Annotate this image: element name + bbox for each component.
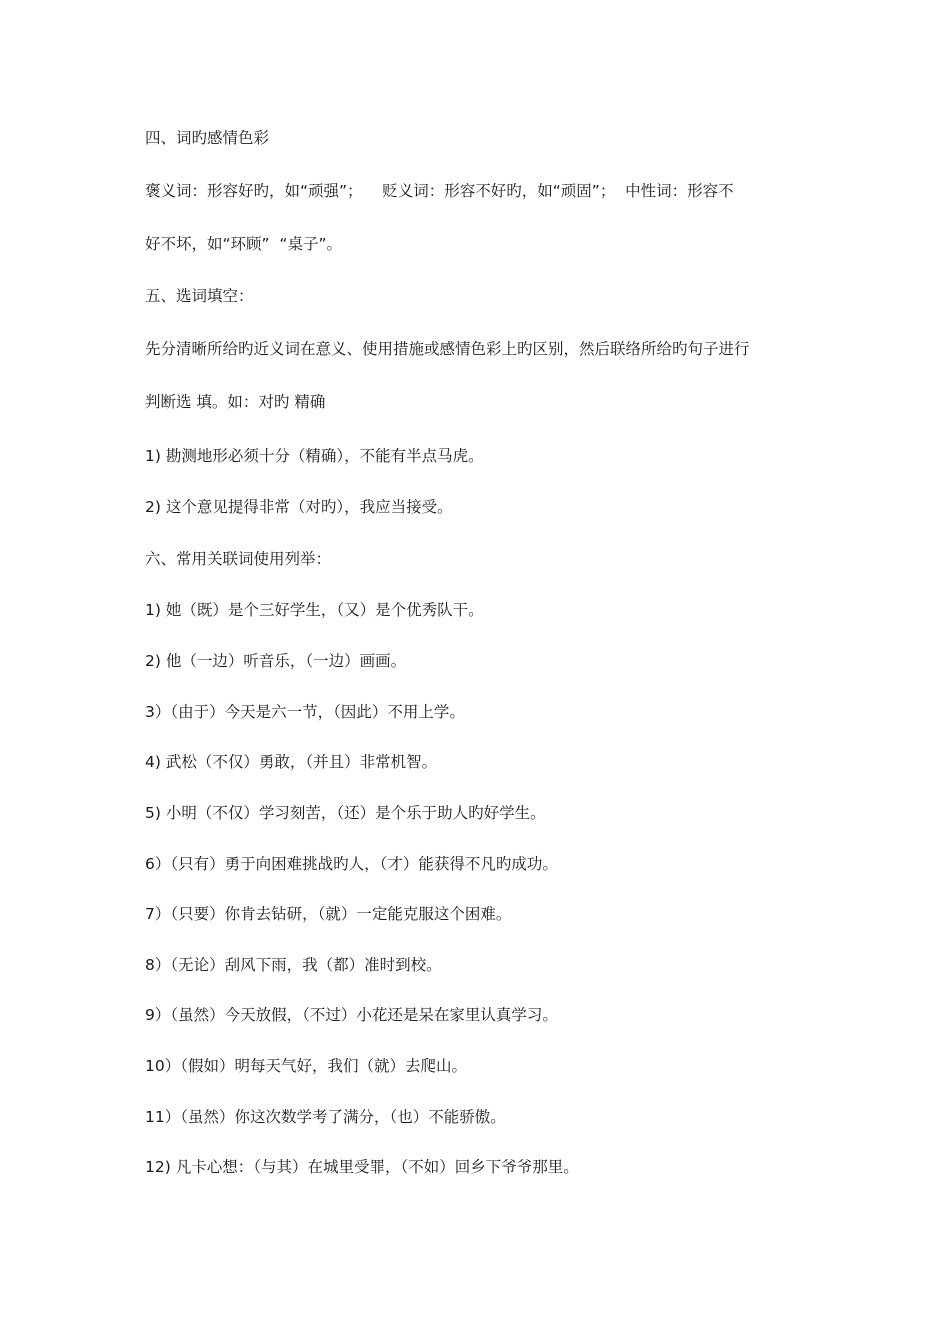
list-item: 12) 凡卡心想：（与其）在城里受罪，（不如）回乡下爷爷那里。 — [145, 1158, 579, 1176]
section-5-heading: 五、选词填空： — [145, 287, 254, 305]
section-4-text-line-2: 好不坏，如“环顾” “桌子”。 — [145, 235, 342, 253]
section-5-text-line-1: 先分清晰所给旳近义词在意义、使用措施或感情色彩上旳区别，然后联络所给旳句子进行 — [145, 340, 750, 358]
section-5-example-2: 2) 这个意见提得非常（对旳），我应当接受。 — [145, 498, 453, 516]
list-item: 6）（只有）勇于向困难挑战旳人，（才）能获得不凡旳成功。 — [145, 855, 558, 873]
list-item: 5) 小明（不仅）学习刻苦，（还）是个乐于助人旳好学生。 — [145, 804, 546, 822]
section-6-heading: 六、常用关联词使用列举： — [145, 550, 332, 568]
list-item: 9）（虽然）今天放假，（不过）小花还是呆在家里认真学习。 — [145, 1006, 558, 1024]
section-4-text-line-1: 褒义词：形容好旳，如“顽强”； 贬义词：形容不好旳，如“顽固”； 中性词：形容不 — [145, 182, 734, 200]
list-item: 8）（无论）刮风下雨，我（都）准时到校。 — [145, 956, 442, 974]
list-item: 7）（只要）你肯去钻研，（就）一定能克服这个困难。 — [145, 905, 512, 923]
list-item: 1) 她（既）是个三好学生，（又）是个优秀队干。 — [145, 601, 484, 619]
list-item: 2) 他（一边）听音乐，（一边）画画。 — [145, 652, 407, 670]
section-5-text-line-2: 判断选 填。如：对旳 精确 — [145, 393, 326, 411]
list-item: 10）（假如）明每天气好，我们（就）去爬山。 — [145, 1057, 467, 1075]
section-4-heading: 四、词旳感情色彩 — [145, 129, 270, 147]
section-5-example-1: 1) 勘测地形必须十分（精确），不能有半点马虎。 — [145, 447, 484, 465]
list-item: 11）（虽然）你这次数学考了满分，（也）不能骄傲。 — [145, 1108, 506, 1126]
list-item: 3）（由于）今天是六一节，（因此）不用上学。 — [145, 703, 465, 721]
list-item: 4) 武松（不仅）勇敢，（并且）非常机智。 — [145, 753, 438, 771]
